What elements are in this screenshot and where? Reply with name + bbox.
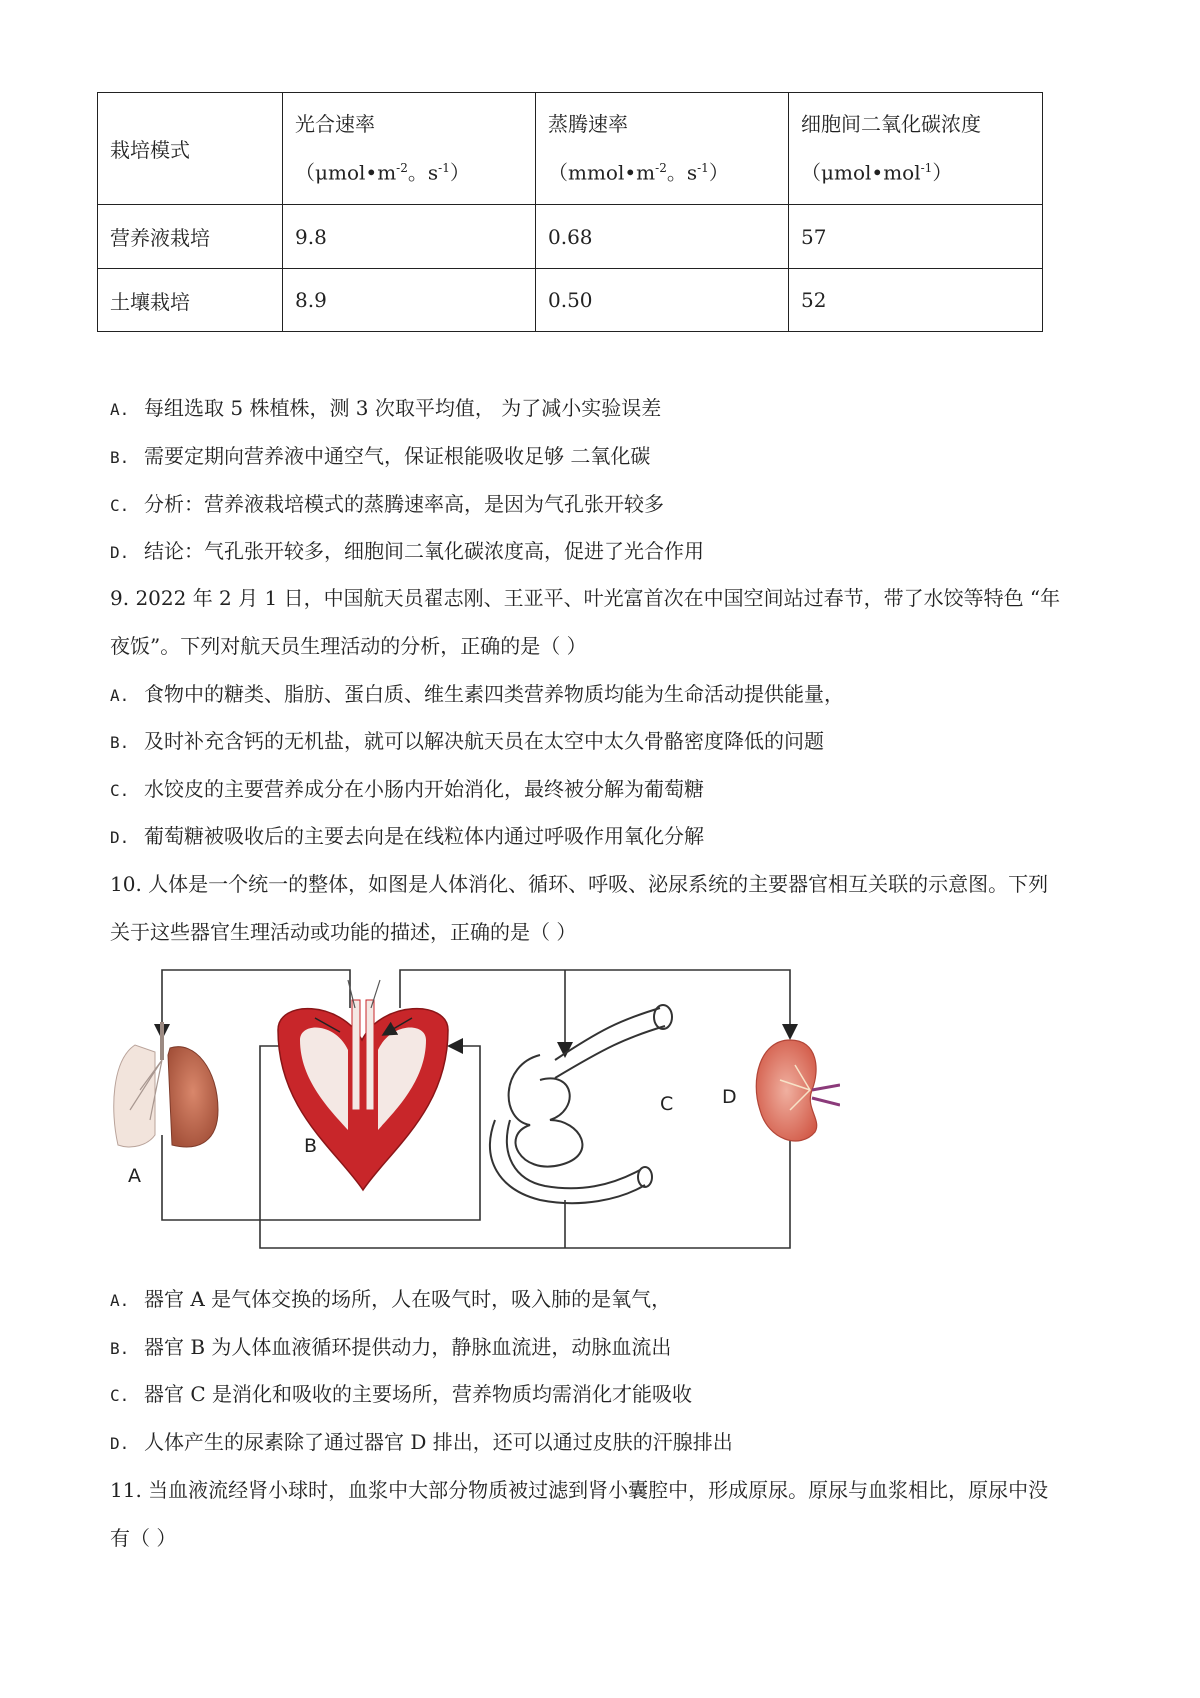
table-header-cell <box>98 93 283 205</box>
circulation-lines <box>162 970 790 1248</box>
q9-option-a: A. 食物中的糖类、脂肪、蛋白质、维生素四类营养物质均能为生命活动提供能量， <box>110 682 844 706</box>
table-cell: 57 <box>789 205 1043 269</box>
table-header-cell <box>536 93 789 205</box>
table-cell: 0.68 <box>536 205 789 269</box>
q10-option-a: A. 器官 A 是气体交换的场所，人在吸气时，吸入肺的是氧气， <box>110 1287 672 1311</box>
q10-stem-line2: 关于这些器官生理活动或功能的描述，正确的是（ ） <box>110 920 577 944</box>
table-cell: 9.8 <box>283 205 536 269</box>
q9-option-b: B. 及时补充含钙的无机盐，就可以解决航天员在太空中太久骨骼密度降低的问题 <box>110 729 824 753</box>
table-cell: 土壤栽培 <box>98 269 283 332</box>
q11-stem-line2: 有（ ） <box>110 1526 177 1550</box>
table-row <box>98 269 1043 332</box>
header-co2-unit: （μmol•mol$^{-1}$） <box>801 160 953 185</box>
table-cell: 0.50 <box>536 269 789 332</box>
header-co2: 细胞间二氧化碳浓度 <box>801 112 981 137</box>
q8-option-d: D. 结论：气孔张开较多，细胞间二氧化碳浓度高，促进了光合作用 <box>110 539 704 563</box>
q8-option-c: C. 分析：营养液栽培模式的蒸腾速率高，是因为气孔张开较多 <box>110 492 664 516</box>
q11-stem-line1: 11. 当血液流经肾小球时，血浆中大部分物质被过滤到肾小囊腔中，形成原尿。原尿与血浆相比，原尿中没 <box>110 1478 1049 1502</box>
kidney-organ <box>756 1040 840 1141</box>
table-cell: 8.9 <box>283 269 536 332</box>
lung-organ <box>114 1022 218 1147</box>
header-photosynthesis-unit: （$\mu mol•m^{-2}$。$s^{-1}$） <box>295 160 470 185</box>
q9-option-d: D. 葡萄糖被吸收后的主要去向是在线粒体内通过呼吸作用氧化分解 <box>110 824 704 848</box>
header-transpiration: 蒸腾速率 <box>548 112 628 137</box>
table-header-cell <box>283 93 536 205</box>
q9-stem-line2: 夜饭”。下列对航天员生理活动的分析，正确的是（ ） <box>110 634 587 658</box>
heart-organ <box>278 980 448 1190</box>
intestine-organ <box>490 1005 672 1203</box>
q10-option-b: B. 器官 B 为人体血液循环提供动力，静脉血流进，动脉血流出 <box>110 1335 672 1359</box>
q9-stem-line1: 9. 2022 年 2 月 1 日，中国航天员翟志刚、王亚平、叶光富首次在中国空间站过春节，带了水饺等特色 “年 <box>110 586 1061 610</box>
label-c: C <box>660 1093 674 1115</box>
label-a: A <box>128 1165 141 1187</box>
table-row <box>98 205 1043 269</box>
q8-option-b: B. 需要定期向营养液中通空气，保证根能吸收足够 二氧化碳 <box>110 444 651 468</box>
q10-option-d: D. 人体产生的尿素除了通过器官 D 排出，还可以通过皮肤的汗腺排出 <box>110 1430 733 1454</box>
header-mode: 栽培模式 <box>110 138 190 162</box>
q10-option-c: C. 器官 C 是消化和吸收的主要场所，营养物质均需消化才能吸收 <box>110 1382 693 1406</box>
table-header-cell <box>789 93 1043 205</box>
q8-option-a: A. 每组选取 5 株植株，测 3 次取平均值， 为了减小实验误差 <box>110 396 662 420</box>
header-transpiration-unit: （$mmol•m^{-2}$。$s^{-1}$） <box>548 160 729 185</box>
table-cell: 52 <box>789 269 1043 332</box>
q9-option-c: C. 水饺皮的主要营养成分在小肠内开始消化，最终被分解为葡萄糖 <box>110 777 704 801</box>
label-b: B <box>304 1135 318 1157</box>
header-photosynthesis: 光合速率 <box>295 112 375 137</box>
q10-stem-line1: 10. 人体是一个统一的整体，如图是人体消化、循环、呼吸、泌尿系统的主要器官相互关联的示意图。下列 <box>110 872 1049 896</box>
table-header-row <box>98 93 1043 205</box>
table-cell: 营养液栽培 <box>98 205 283 269</box>
label-d: D <box>722 1086 737 1108</box>
experiment-table <box>97 92 1043 332</box>
organ-circulation-diagram <box>100 960 840 1260</box>
